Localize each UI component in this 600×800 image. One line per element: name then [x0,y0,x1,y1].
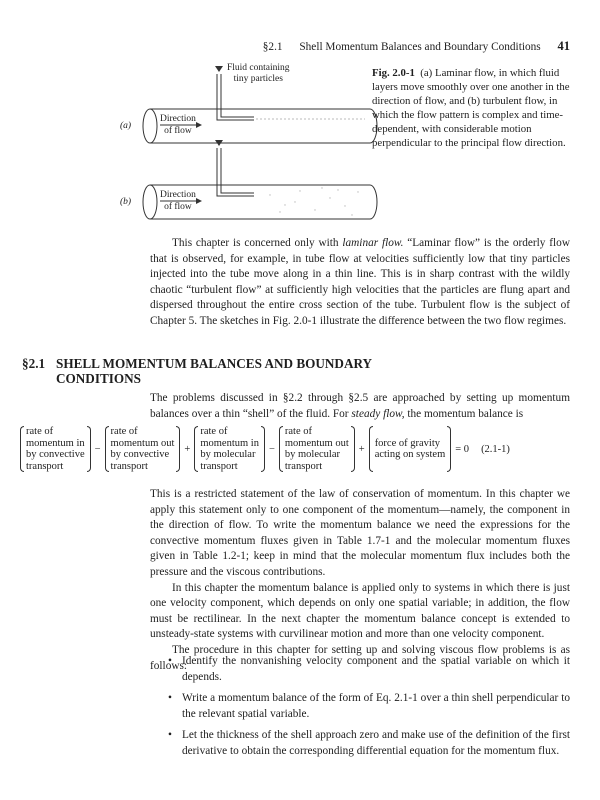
term-line: transport [284,460,323,472]
inlet-tube-b [217,148,254,196]
list-item: • Identify the nonvanishing velocity component and the spatial variable on which it depends. [168,654,570,685]
arrow-down-icon [215,66,223,72]
term-line: by molecular [200,449,256,460]
caption-id: Fig. 2.0-1 [372,67,415,79]
operator: + [358,443,365,455]
running-header [263,39,570,54]
list-item: • Let the thickness of the shell approach zero and make use of the definition of the first derivative to obtain the corresponding differential equation for the momentum flux. [168,728,570,759]
body-text [150,487,570,674]
term-line: momentum in [200,437,259,449]
term-line: transport [110,460,148,472]
term-line: by convective [26,449,85,460]
operator: − [268,443,275,455]
section-title: CONDITIONS [56,371,142,386]
term-lines [375,438,446,461]
direction-text: Direction [160,190,196,200]
header-section: §2.1 [262,41,283,53]
inlet-label [227,63,290,85]
para-5: The procedure in this chapter for setting up and solving viscous flow problems is as follows: [150,643,570,672]
equation-rhs: = 0 [455,443,470,455]
right-brace [261,426,265,472]
section-title: SHELL MOMENTUM BALANCES AND BOUNDARY [56,356,373,371]
left-brace [194,426,198,472]
left-brace [105,426,109,472]
equation-term [279,426,355,472]
direction-text: Direction [160,114,196,124]
term-line: force of gravity [374,437,440,449]
page-number: 41 [557,39,570,53]
text: This chapter is concerned only with [172,237,343,249]
term-line: by convective [110,449,170,460]
right-brace [351,426,355,472]
term-lines [26,426,85,472]
section-number: §2.1 [22,356,46,371]
arrow-right-icon [196,198,202,204]
equation-number: (2.1-1) [481,443,510,455]
term-line: rate of [200,426,228,437]
text: the momentum balance is [404,407,524,420]
inlet-label-line: tiny particles [233,74,283,84]
term-line: rate of [26,426,54,437]
equation-term [194,426,265,472]
term-lines [285,426,349,472]
emphasis: laminar flow. [342,237,404,249]
text: “Laminar flow” is the orderly flow that is observed, for example, in tube flow at velocities sufficiently low that tiny particles injected into the tube move along in a thin line. This is in sharp contrast with the wildly chaotic “turbulent flow” at sufficiently high velocities that the particles are flung apart and dispersed throughout the entire cross section of the tube. Turbulent flow is the subject of Chapter 5. The sketches in Fig. 2.0-1 illustrate the difference between the two flow regimes. [150,237,570,327]
left-brace [20,426,24,472]
right-brace [176,426,180,472]
equation-term [369,426,452,472]
caption-text: (a) Laminar flow, in which fluid layers move smoothly over one another in the direction of flow, and (b) turbulent flow, in which the flow pattern is complex and time-dependent, with considerable motion perpendicular to the principal flow direction. [372,67,570,149]
para-2 [150,391,570,422]
text: The problems discussed in §2.2 through §2.5 are approached by setting up momentum balances over a thin “shell” of the fluid. For [150,392,570,420]
term-line: acting on system [374,449,446,460]
operator: + [184,443,191,455]
direction-text: of flow [164,126,192,136]
direction-label-a [160,113,196,137]
term-line: rate of [284,426,312,437]
inlet-label-line: Fluid containing [227,63,290,73]
intro-paragraph [150,236,570,330]
left-brace [369,426,373,472]
panel-b-label: (b) [120,197,132,207]
left-brace [279,426,283,472]
term-lines [200,426,259,472]
panel-a-label: (a) [120,121,132,131]
term-line: rate of [110,426,138,437]
equation-term [105,426,181,472]
header-title: Shell Momentum Balances and Boundary Conditions [299,41,541,53]
term-lines [111,426,175,472]
para-3: This is a restricted statement of the law of conservation of momentum. In this chapter we apply this statement only to one component of the momentum—namely, the component in the direction of flow. To write the momentum balance we need the expressions for the convective momentum fluxes given in Table 1.7-1 and the molecular momentum fluxes given in Table 1.2-1; keep in mind that the molecular momentum flux includes both the pressure and the viscous contributions. [150,488,570,578]
term-line: by molecular [284,449,340,460]
equation-2-1-1 [20,424,580,474]
arrow-right-icon [196,122,202,128]
right-brace [87,426,91,472]
term-line: momentum out [284,437,349,449]
list-item: • Write a momentum balance of the form of Eq. 2.1-1 over a thin shell perpendicular to the relevant spatial variable. [168,691,570,722]
term-line: transport [200,460,238,472]
turbulent-particles [269,187,358,215]
direction-label-b [160,189,196,213]
procedure-list [168,654,570,766]
term-line: momentum in [26,437,85,449]
emphasis: steady flow, [351,407,405,420]
direction-text: of flow [164,202,192,212]
para-4: In this chapter the momentum balance is applied only to systems in which there is just one velocity component, which depends on only one spatial variable; in addition, the flow must be rectilinear. In the next chapter the momentum balance concept is extended to unsteady-state systems with curvilinear motion and more than one velocity component. [150,581,570,641]
figure-caption [372,66,572,150]
term-line: transport [26,460,64,472]
section-heading [22,356,482,386]
right-brace [447,426,451,472]
term-line: momentum out [110,437,175,449]
equation-term [20,426,91,472]
operator: − [94,443,101,455]
